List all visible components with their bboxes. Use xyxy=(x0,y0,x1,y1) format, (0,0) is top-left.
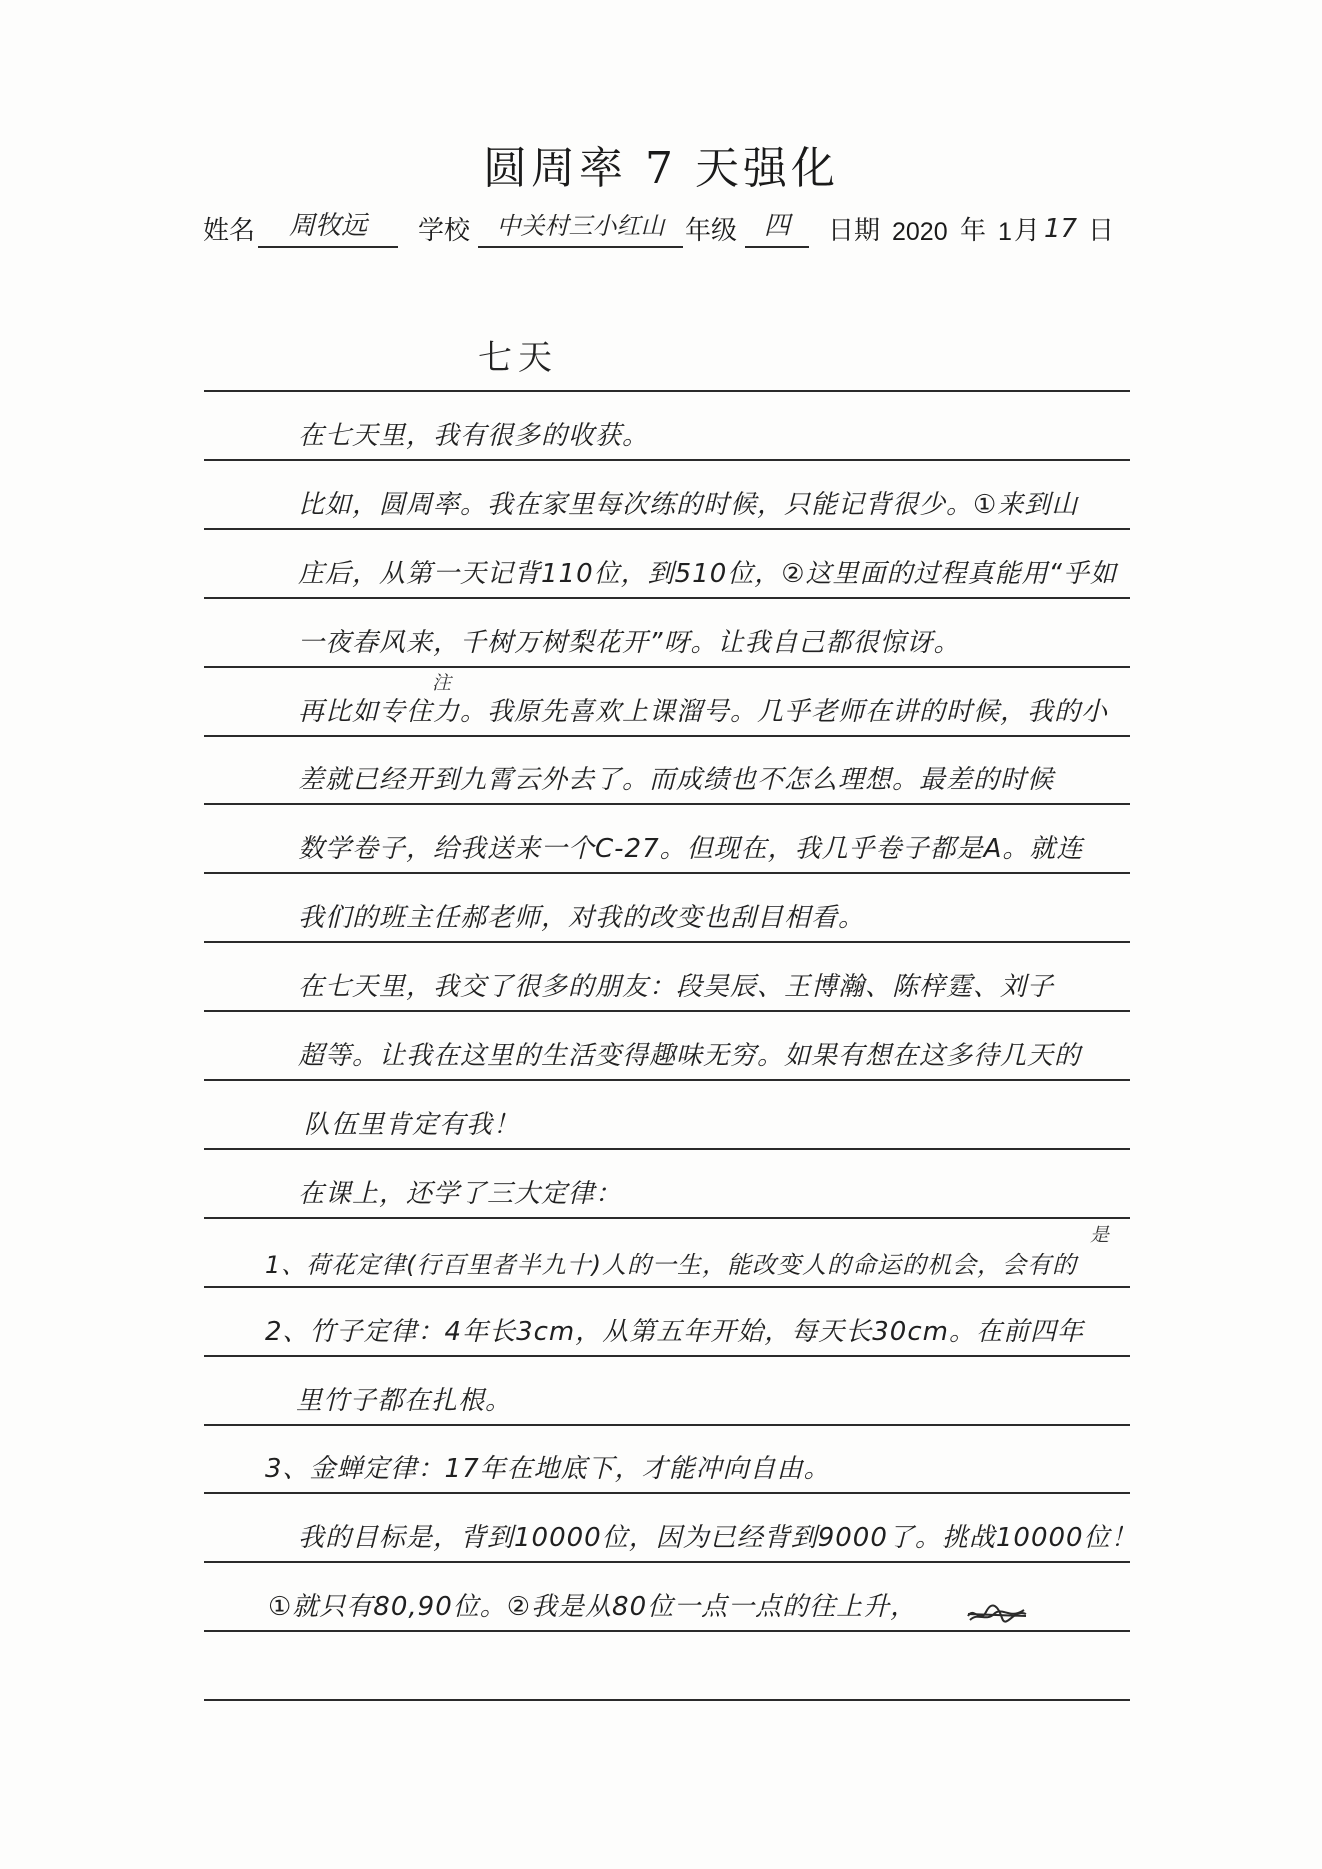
essay-line: 再比如专住力。我原先喜欢上课溜号。几乎老师在讲的时候，我的小 xyxy=(298,697,1109,727)
essay-line: 队伍里肯定有我！ xyxy=(304,1110,521,1140)
law-item-bamboo: 2、竹子定律：4年长3cm，从第五年开始，每天长30cm。在前四年 xyxy=(265,1317,1084,1347)
school-label: 学校 xyxy=(418,216,471,246)
ruled-line xyxy=(204,803,1130,805)
ruled-line xyxy=(204,735,1130,737)
ruled-line xyxy=(204,1148,1130,1150)
ruled-line xyxy=(204,666,1130,668)
grade-label: 年级 xyxy=(685,216,738,246)
essay-line: 在课上，还学了三大定律： xyxy=(298,1179,623,1209)
year-unit: 年 xyxy=(960,216,987,246)
essay-line: 我们的班主任郝老师，对我的改变也刮目相看。 xyxy=(298,903,866,933)
footnote-line: ①就只有80,90位。②我是从80位一点一点的往上升， xyxy=(268,1592,918,1622)
ruled-line xyxy=(204,1561,1130,1563)
school-field: 中关村三小红山 xyxy=(478,206,683,248)
ruled-line xyxy=(204,1492,1130,1494)
inserted-correction: 是 xyxy=(1090,1224,1110,1246)
essay-line: 数学卷子，给我送来一个C-27。但现在，我几乎卷子都是A。就连 xyxy=(298,834,1084,864)
essay-line: 一夜春风来，千树万树梨花开”呀。让我自己都很惊讶。 xyxy=(298,628,961,658)
ruled-line xyxy=(204,528,1130,530)
name-field: 周牧远 xyxy=(258,206,398,248)
essay-line: 里竹子都在扎根。 xyxy=(296,1386,513,1416)
ruled-line xyxy=(204,597,1130,599)
month-unit: 月 xyxy=(1014,216,1041,246)
essay-line: 在七天里，我交了很多的朋友：段昊辰、王博瀚、陈梓霆、刘子 xyxy=(298,972,1055,1002)
ruled-line xyxy=(204,459,1130,461)
essay-title: 七天 xyxy=(478,338,558,378)
essay-line: 庄后，从第一天记背110位，到510位，②这里面的过程真能用“乎如 xyxy=(298,559,1118,589)
ruled-line xyxy=(204,1699,1130,1701)
ruled-line xyxy=(204,872,1130,874)
ruled-line xyxy=(204,1355,1130,1357)
essay-line: 差就已经开到九霄云外去了。而成绩也不怎么理想。最差的时候 xyxy=(298,765,1055,795)
ruled-line xyxy=(204,1424,1130,1426)
date-year: 2020 xyxy=(892,218,948,246)
date-day: 17 xyxy=(1044,214,1078,244)
grade-field: 四 xyxy=(745,206,809,248)
law-item-cicada: 3、金蝉定律：17年在地底下，才能冲向自由。 xyxy=(265,1454,831,1484)
essay-line: 在七天里，我有很多的收获。 xyxy=(298,421,650,451)
ruled-line xyxy=(204,390,1130,392)
date-month: 1 xyxy=(998,218,1012,246)
day-unit: 日 xyxy=(1088,216,1115,246)
name-label: 姓名 xyxy=(203,216,256,246)
ruled-line xyxy=(204,1217,1130,1219)
ruled-line xyxy=(204,1079,1130,1081)
law-item-lotus: 1、荷花定律(行百里者半九十)人的一生，能改变人的命运的机会，会有的 xyxy=(265,1251,1077,1279)
inserted-correction: 注 xyxy=(432,672,452,694)
date-label: 日期 xyxy=(828,216,881,246)
ruled-line xyxy=(204,941,1130,943)
ruled-line xyxy=(204,1630,1130,1632)
crossed-out-word xyxy=(966,1602,1028,1628)
page-title: 圆周率 7 天强化 xyxy=(483,143,839,194)
essay-line: 比如，圆周率。我在家里每次练的时候，只能记背很少。①来到山 xyxy=(298,490,1079,520)
ruled-line xyxy=(204,1010,1130,1012)
essay-line: 超等。让我在这里的生活变得趣味无穷。如果有想在这多待几天的 xyxy=(298,1041,1082,1071)
essay-line: 我的目标是，背到10000位，因为已经背到9000了。挑战10000位！ xyxy=(298,1523,1138,1553)
ruled-line xyxy=(204,1286,1130,1288)
